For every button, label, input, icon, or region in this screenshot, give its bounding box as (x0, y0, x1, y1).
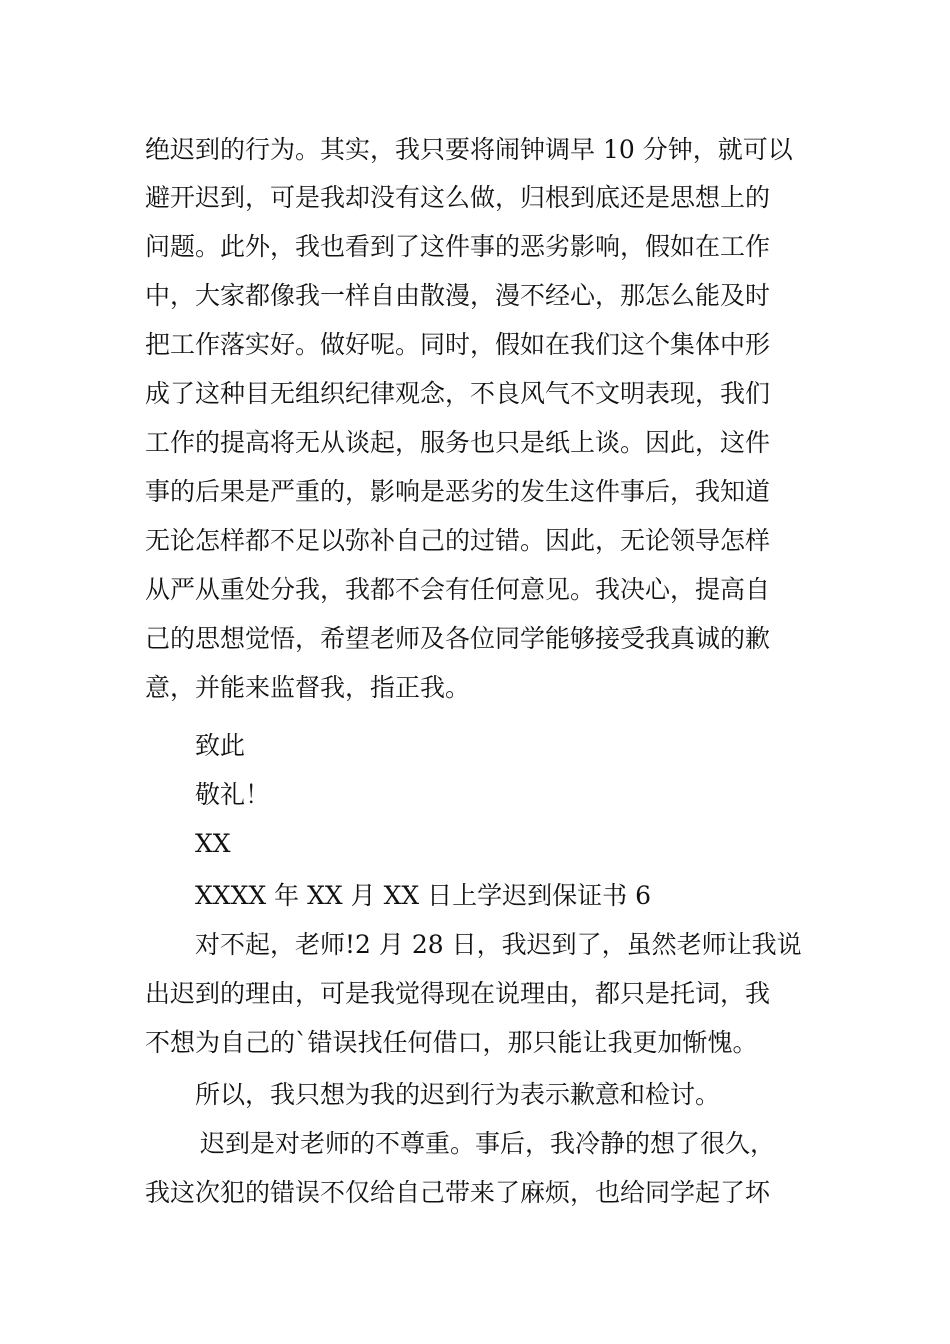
paragraph-line: 绝迟到的行为。其实，我只要将闹钟调早 10 分钟，就可以 (145, 135, 793, 164)
paragraph-line: 意，并能来监督我，指正我。 (145, 673, 471, 702)
paragraph-line: 成了这种目无组织纪律观念，不良风气不文明表现，我们 (145, 379, 771, 408)
paragraph-line: 中，大家都像我一样自由散漫，漫不经心，那怎么能及时 (145, 281, 771, 310)
paragraph-line: 事的后果是严重的，影响是恶劣的发生这件事后，我知道 (145, 477, 771, 506)
paragraph-line: 工作的提高将无从谈起，服务也只是纸上谈。因此，这件 (145, 428, 771, 457)
date-and-heading: XXXX 年 XX 月 XX 日上学迟到保证书 6 (195, 881, 651, 910)
paragraph-line: 己的思想觉悟，希望老师及各位同学能够接受我真诚的歉 (145, 624, 771, 653)
paragraph-line: 对不起，老师!2 月 28 日，我迟到了，虽然老师让我说 (195, 930, 802, 959)
paragraph-line: 我这次犯的错误不仅给自己带来了麻烦，也给同学起了坏 (145, 1178, 771, 1207)
paragraph-line: 把工作落实好。做好呢。同时，假如在我们这个集体中形 (145, 330, 771, 359)
paragraph-line: 不想为自己的`错误找任何借口，那只能让我更加惭愧。 (145, 1028, 758, 1057)
closing-regards: 敬礼！ (195, 780, 271, 809)
paragraph-line: 无论怎样都不足以弥补自己的过错。因此，无论领导怎样 (145, 526, 771, 555)
paragraph-line: 避开迟到，可是我却没有这么做，归根到底还是思想上的 (145, 183, 771, 212)
closing-salutation: 致此 (195, 731, 246, 760)
paragraph-line: 迟到是对老师的不尊重。事后，我冷静的想了很久， (200, 1129, 776, 1158)
paragraph-line: 所以，我只想为我的迟到行为表示歉意和检讨。 (195, 1080, 721, 1109)
paragraph-line: 问题。此外，我也看到了这件事的恶劣影响，假如在工作 (145, 232, 771, 261)
signature: XX (195, 829, 231, 858)
paragraph-line: 出迟到的理由，可是我觉得现在说理由，都只是托词，我 (145, 979, 771, 1008)
paragraph-line: 从严从重处分我，我都不会有任何意见。我决心，提高自 (145, 575, 771, 604)
